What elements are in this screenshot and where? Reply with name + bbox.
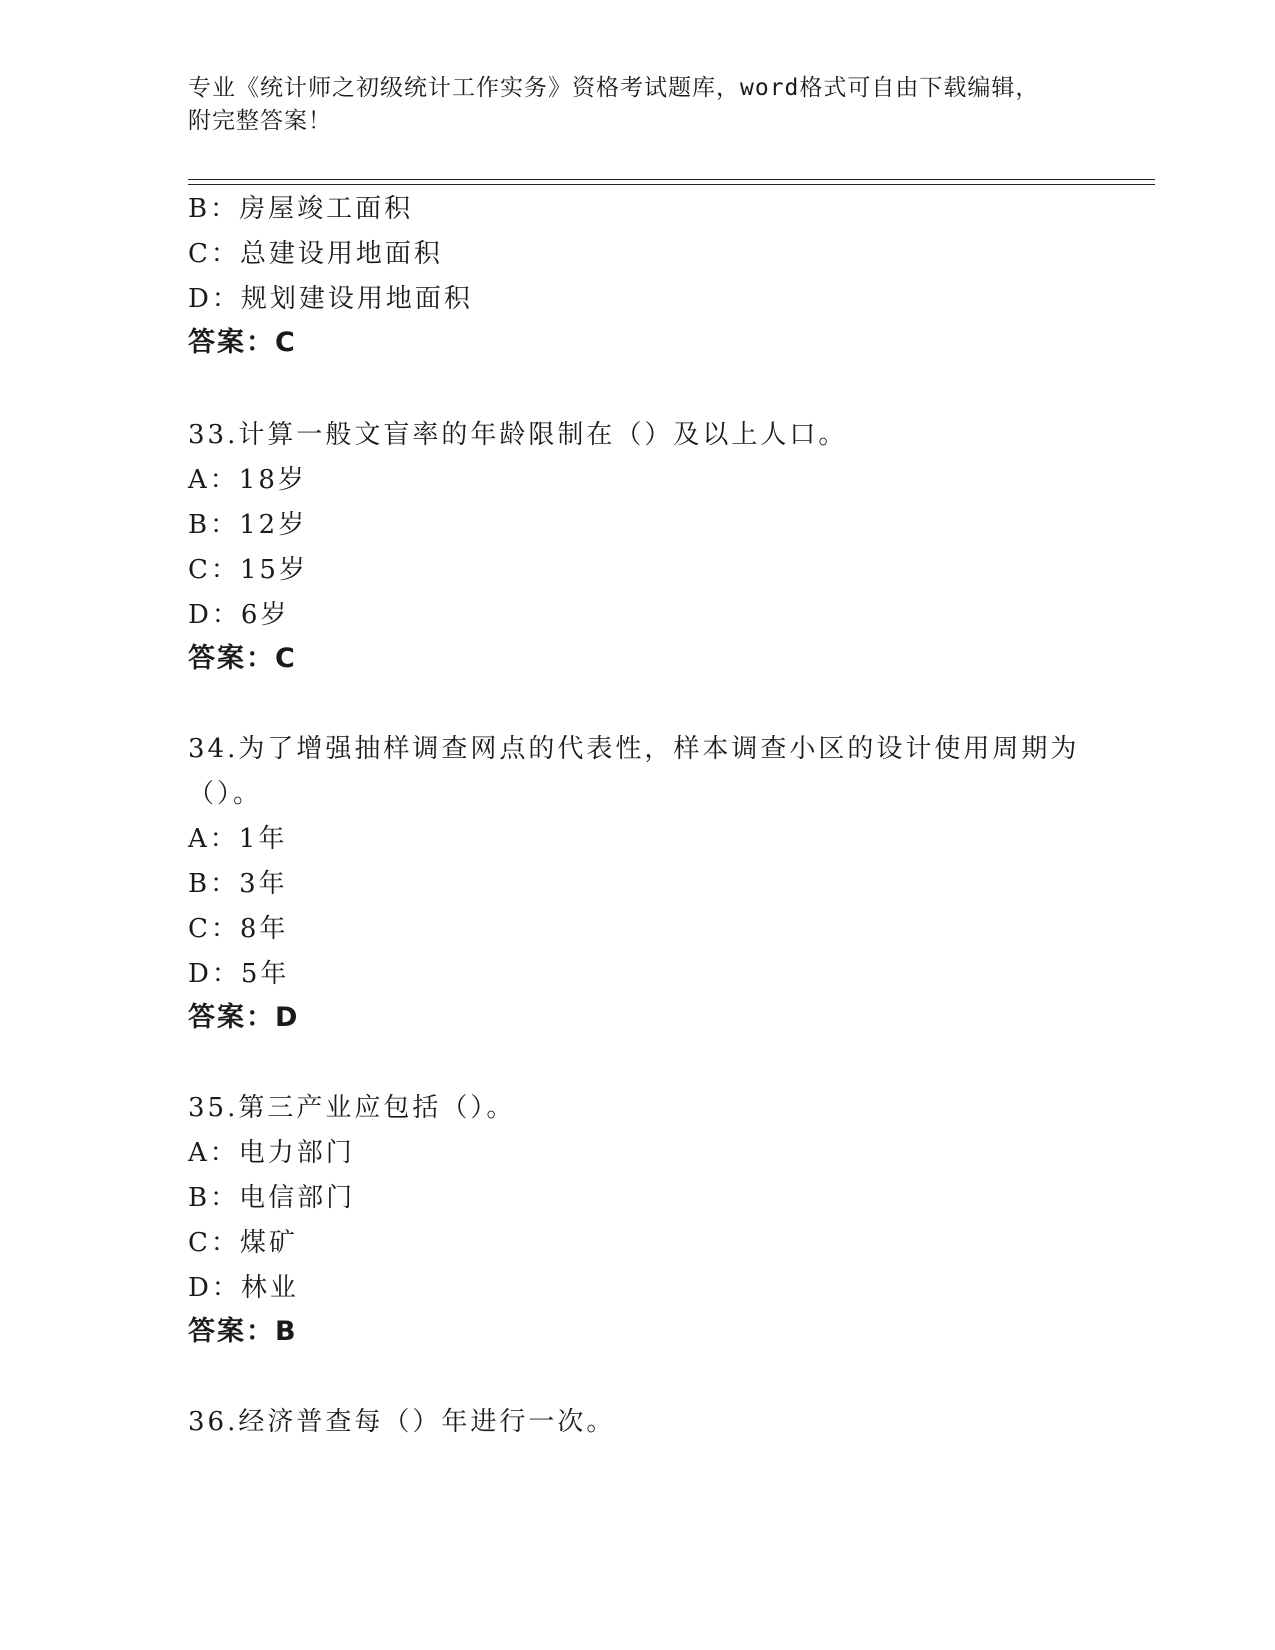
q34-option-d: D：5年 (188, 959, 290, 989)
question-34-line-1: 34.为了增强抽样调查网点的代表性，样本调查小区的设计使用周期为 (188, 734, 1080, 764)
q35-option-c: C：煤矿 (188, 1228, 298, 1258)
q35-option-a: A：电力部门 (188, 1138, 355, 1168)
q33-option-b: B：12岁 (188, 510, 308, 540)
question-35: 35.第三产业应包括（）。 (188, 1093, 516, 1123)
q33-answer: 答案：C (188, 643, 297, 674)
header-divider-top (188, 179, 1155, 180)
header-line-2: 附完整答案！ (188, 108, 332, 134)
q35-answer: 答案：B (188, 1316, 298, 1347)
question-34-line-2: （）。 (188, 779, 263, 809)
header-line-1: 专业《统计师之初级统计工作实务》资格考试题库，word格式可自由下载编辑， (188, 75, 1040, 101)
answer-label: 答案：C (188, 327, 297, 358)
question-36: 36.经济普查每（）年进行一次。 (188, 1407, 616, 1437)
document-header (188, 72, 1068, 138)
q34-option-a: A：1年 (188, 824, 288, 854)
q33-option-a: A：18岁 (188, 465, 307, 495)
option-b: B：房屋竣工面积 (188, 194, 414, 224)
option-d: D：规划建设用地面积 (188, 284, 473, 314)
option-c: C：总建设用地面积 (188, 239, 443, 269)
q34-option-b: B：3年 (188, 869, 288, 899)
header-divider-bottom (188, 184, 1155, 185)
question-33: 33.计算一般文盲率的年龄限制在（）及以上人口。 (188, 420, 848, 450)
q34-option-c: C：8年 (188, 914, 289, 944)
q33-option-d: D：6岁 (188, 600, 290, 630)
q35-option-d: D：林业 (188, 1273, 299, 1303)
q33-option-c: C：15岁 (188, 555, 308, 585)
q35-option-b: B：电信部门 (188, 1183, 356, 1213)
q34-answer: 答案：D (188, 1002, 300, 1033)
